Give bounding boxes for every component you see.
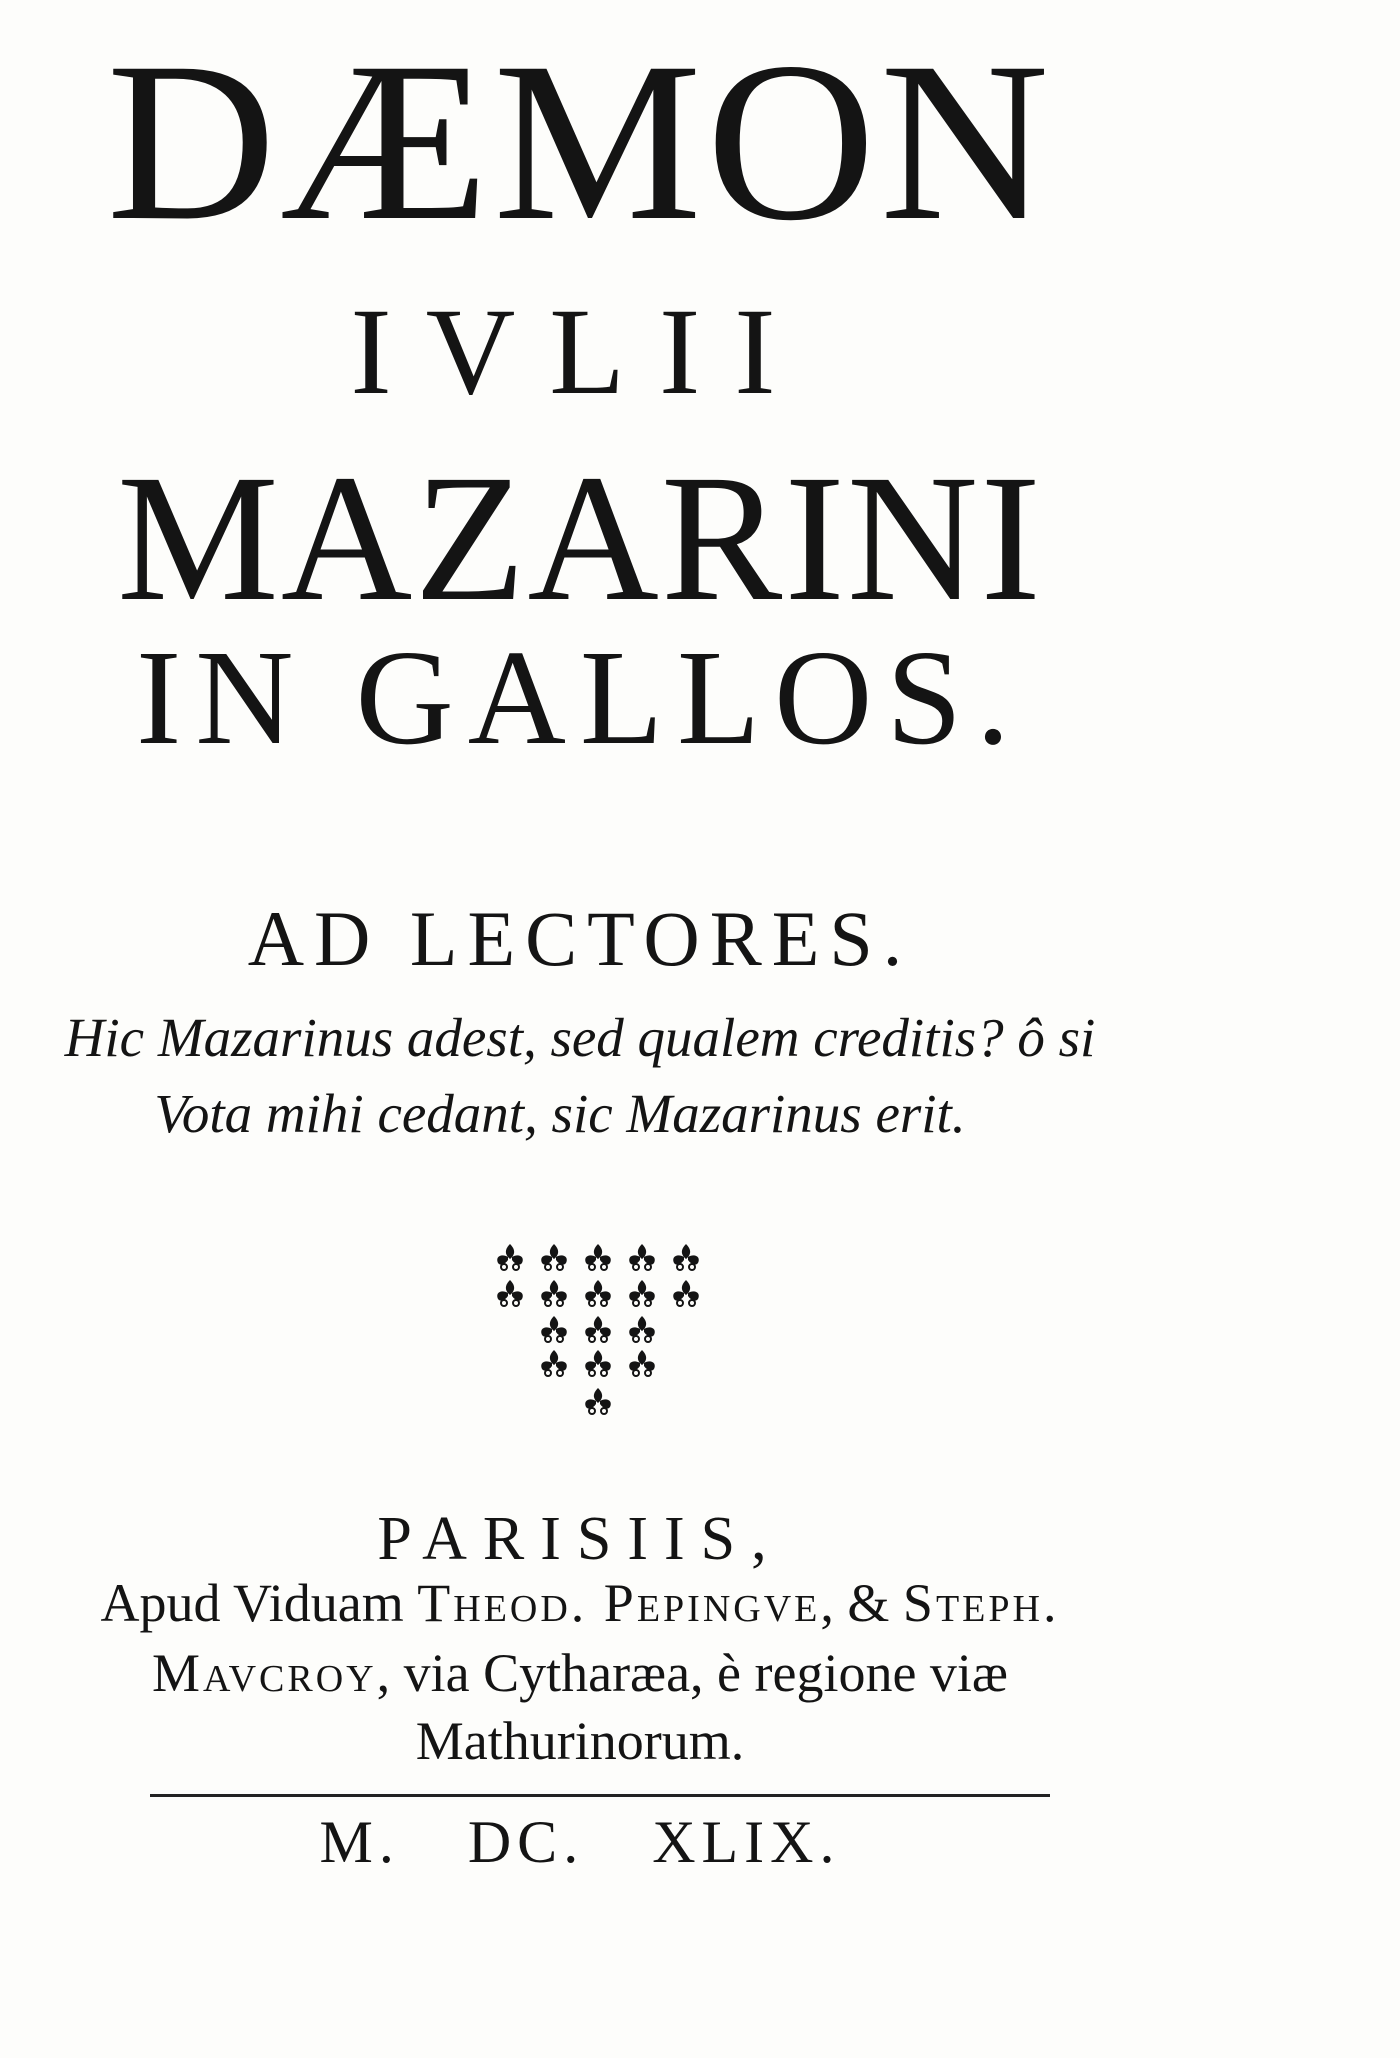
imprint-printers-prefix: Apud Viduam: [100, 1573, 404, 1633]
date-part-3: XLIX.: [652, 1809, 841, 1875]
title-line-mazarini: MAZARINI: [117, 438, 1043, 639]
epigram-line-1: Hic Mazarinus adest, sed qualem creditis? ô si: [64, 1007, 1096, 1068]
fleuron-ornament-icon: [488, 1235, 708, 1430]
imprint-printer-1: Theod. Pepingve: [417, 1573, 821, 1633]
title-line-iulii: IVLII: [350, 283, 810, 420]
imprint-address-line: [0, 1643, 1160, 1703]
imprint-printer-2-surname: Mavcroy: [152, 1643, 377, 1703]
imprint-printers-line: [0, 1573, 1160, 1633]
imprint-address: , via Cytharæa, è regione viæ: [376, 1643, 1008, 1703]
imprint-date: [0, 1809, 1160, 1875]
date-part-1: M.: [319, 1809, 400, 1875]
epigram-line-2: Vota mihi cedant, sic Mazarinus erit.: [154, 1083, 966, 1144]
imprint-place: PARISIIS,: [377, 1505, 783, 1573]
imprint-street: Mathurinorum.: [415, 1711, 745, 1771]
title-line-in-gallos: IN GALLOS.: [136, 623, 1024, 773]
imprint-connector: , &: [820, 1573, 890, 1633]
imprint-printer-2: Steph.: [902, 1573, 1060, 1633]
date-part-2: DC.: [467, 1809, 585, 1875]
address-heading: AD LECTORES.: [247, 895, 913, 982]
title-line-daemon: DÆMON: [106, 16, 1054, 268]
horizontal-rule: [150, 1794, 1050, 1797]
